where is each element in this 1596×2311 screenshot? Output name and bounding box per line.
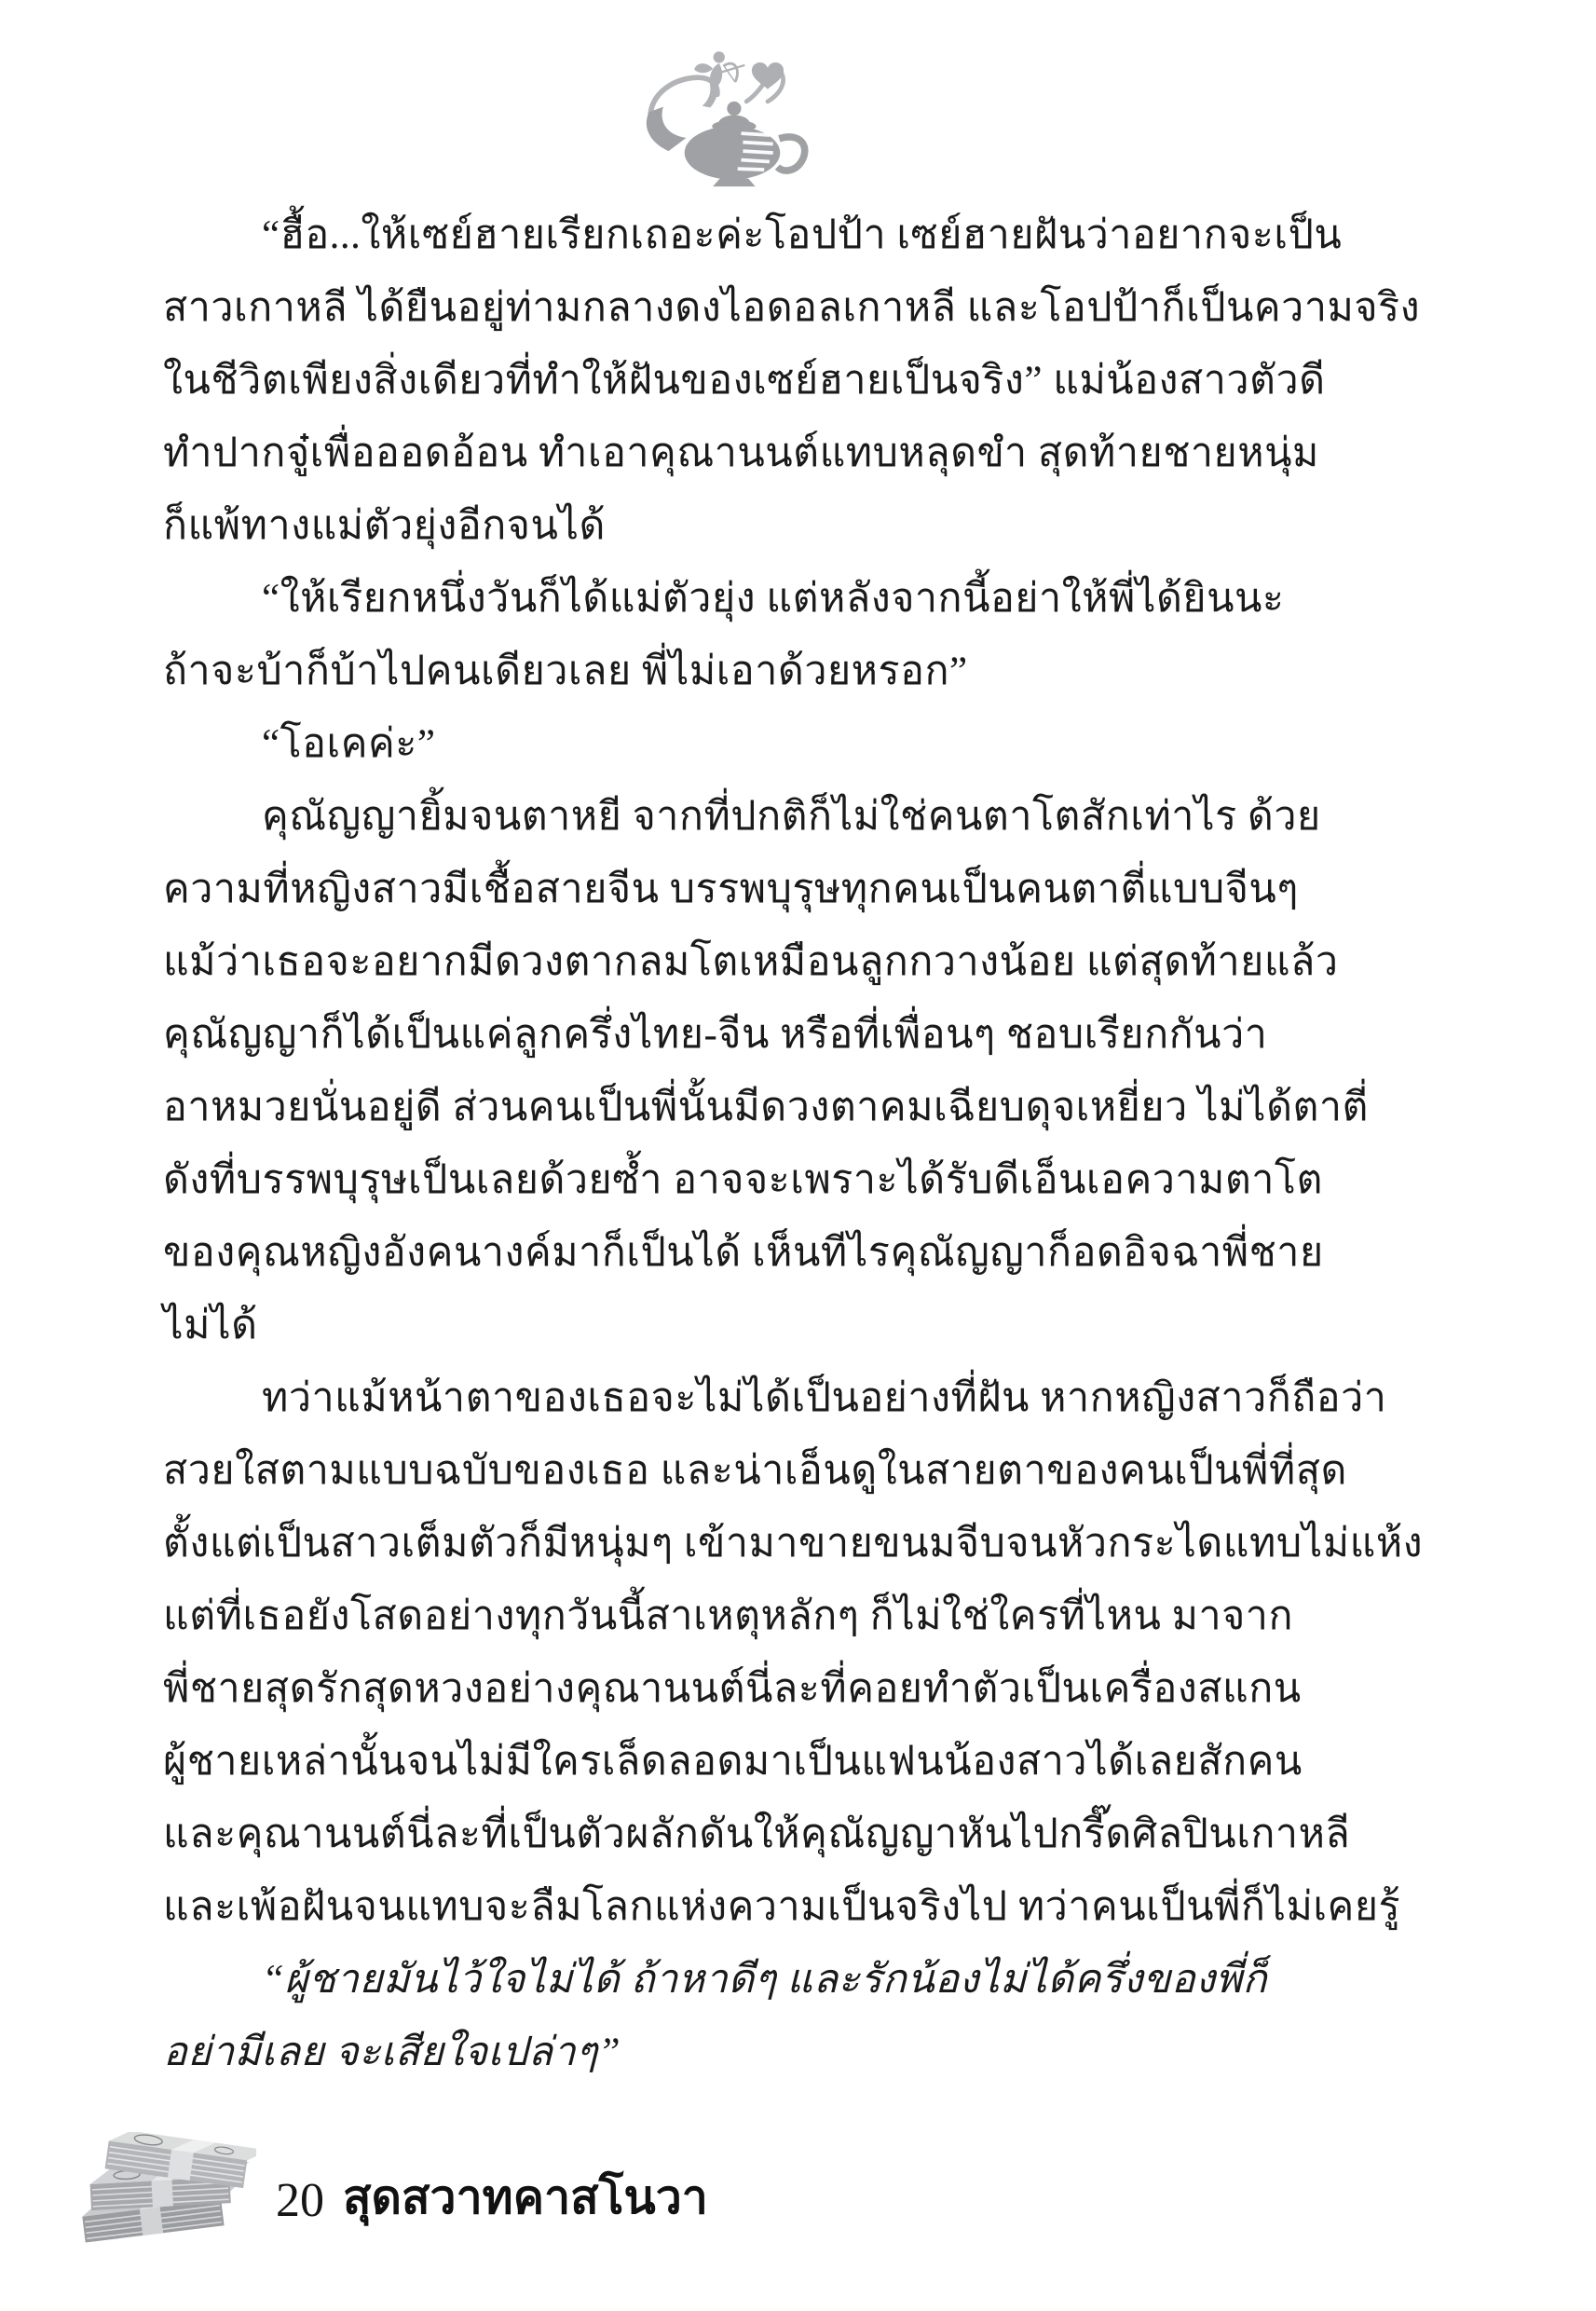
text-line: ดังที่บรรพบุรุษเป็นเลยด้วยซ้ำ อาจจะเพราะได้รับดีเอ็นเอความตาโต bbox=[163, 1158, 1323, 1202]
text-line: และคุณานนต์นี่ละที่เป็นตัวผลักดันให้คุณัญญาหันไปกรี๊ดศิลปินเกาหลี bbox=[163, 1812, 1351, 1856]
lamp-body bbox=[647, 102, 805, 186]
text-line: ก็แพ้ทางแม่ตัวยุ่งอีกจนได้ bbox=[163, 504, 606, 548]
text-line: อาหมวยนั่นอยู่ดี ส่วนคนเป็นพี่นั้นมีดวงตาคมเฉียบดุจเหยี่ยว ไม่ได้ตาตี่ bbox=[163, 1086, 1369, 1129]
text-line: แม้ว่าเธอจะอยากมีดวงตากลมโตเหมือนลูกกวางน้อย แต่สุดท้ายแล้ว bbox=[163, 940, 1339, 984]
text-line: คุณัญญายิ้มจนตาหยี จากที่ปกติก็ไม่ใช่คนตาโตสักเท่าไร ด้วย bbox=[262, 795, 1321, 839]
text-line: ผู้ชายเหล่านั้นจนไม่มีใครเล็ดลอดมาเป็นแฟนน้องสาวได้เลยสักคน bbox=[163, 1740, 1303, 1784]
text-line: “ผู้ชายมันไว้ใจไม่ได้ ถ้าหาดีๆ และรักน้องไม่ได้ครึ่งของพี่ก็ bbox=[262, 1958, 1268, 2002]
text-line: ความที่หญิงสาวมีเชื้อสายจีน บรรพบุรุษทุกคนเป็นคนตาตี่แบบจีนๆ bbox=[163, 868, 1299, 911]
text-line: คุณัญญาก็ได้เป็นแค่ลูกครึ่งไทย-จีน หรือที่เพื่อนๆ ชอบเรียกกันว่า bbox=[163, 1013, 1268, 1057]
body-text-block bbox=[163, 199, 1467, 2089]
text-line: อย่ามีเลย จะเสียใจเปล่าๆ” bbox=[163, 2031, 621, 2074]
text-line: ทำปากจู๋เพื่อออดอ้อน ทำเอาคุณานนต์แทบหลุดขำ สุดท้ายชายหนุ่ม bbox=[163, 431, 1319, 475]
money-stacks-icon bbox=[79, 2132, 256, 2253]
text-line: “ฮื้อ...ให้เซย์ฮายเรียกเถอะค่ะโอปป้า เซย์ฮายฝันว่าอยากจะเป็น bbox=[262, 213, 1343, 257]
text-line: ทว่าแม้หน้าตาของเธอจะไม่ได้เป็นอย่างที่ฝัน หากหญิงสาวก็ถือว่า bbox=[262, 1376, 1387, 1420]
text-line: สวยใสตามแบบฉบับของเธอ และน่าเอ็นดูในสายตาของคนเป็นพี่ที่สุด bbox=[163, 1449, 1347, 1493]
text-line: “ให้เรียกหนึ่งวันก็ได้แม่ตัวยุ่ง แต่หลังจากนี้อย่าให้พี่ได้ยินนะ bbox=[262, 577, 1285, 621]
book-title: สุดสวาทคาสโนวา bbox=[343, 2171, 708, 2223]
text-line: ถ้าจะบ้าก็บ้าไปคนเดียวเลย พี่ไม่เอาด้วยหรอก” bbox=[163, 650, 968, 693]
text-line: แต่ที่เธอยังโสดอย่างทุกวันนี้สาเหตุหลักๆ ก็ไม่ใช่ใครที่ไหน มาจาก bbox=[163, 1594, 1293, 1638]
text-line: พี่ชายสุดรักสุดหวงอย่างคุณานนต์นี่ละที่คอยทำตัวเป็นเครื่องสแกน bbox=[163, 1667, 1302, 1711]
text-line: สาวเกาหลี ได้ยืนอยู่ท่ามกลางดงไอดอลเกาหลี และโอปป้าก็เป็นความจริง bbox=[163, 286, 1421, 330]
genie-lamp-cupid-icon bbox=[630, 47, 835, 188]
heart-icon bbox=[752, 62, 784, 89]
text-line: ในชีวิตเพียงสิ่งเดียวที่ทำให้ฝันของเซย์ฮายเป็นจริง” แม่น้องสาวตัวดี bbox=[163, 359, 1326, 403]
text-line: และเพ้อฝันจนแทบจะลืมโลกแห่งความเป็นจริงไป ทว่าคนเป็นพี่ก็ไม่เคยรู้ bbox=[163, 1885, 1401, 1929]
text-line: ไม่ได้ bbox=[163, 1304, 258, 1347]
text-line: ตั้งแต่เป็นสาวเต็มตัวก็มีหนุ่มๆ เข้ามาขายขนมจีบจนหัวกระไดแทบไม่แห้ง bbox=[163, 1522, 1424, 1566]
text-line: “โอเคค่ะ” bbox=[262, 722, 436, 766]
text-line: ของคุณหญิงอังคนางค์มาก็เป็นได้ เห็นทีไรคุณัญญาก็อดอิจฉาพี่ชาย bbox=[163, 1231, 1324, 1275]
page-number: 20 bbox=[276, 2174, 324, 2227]
